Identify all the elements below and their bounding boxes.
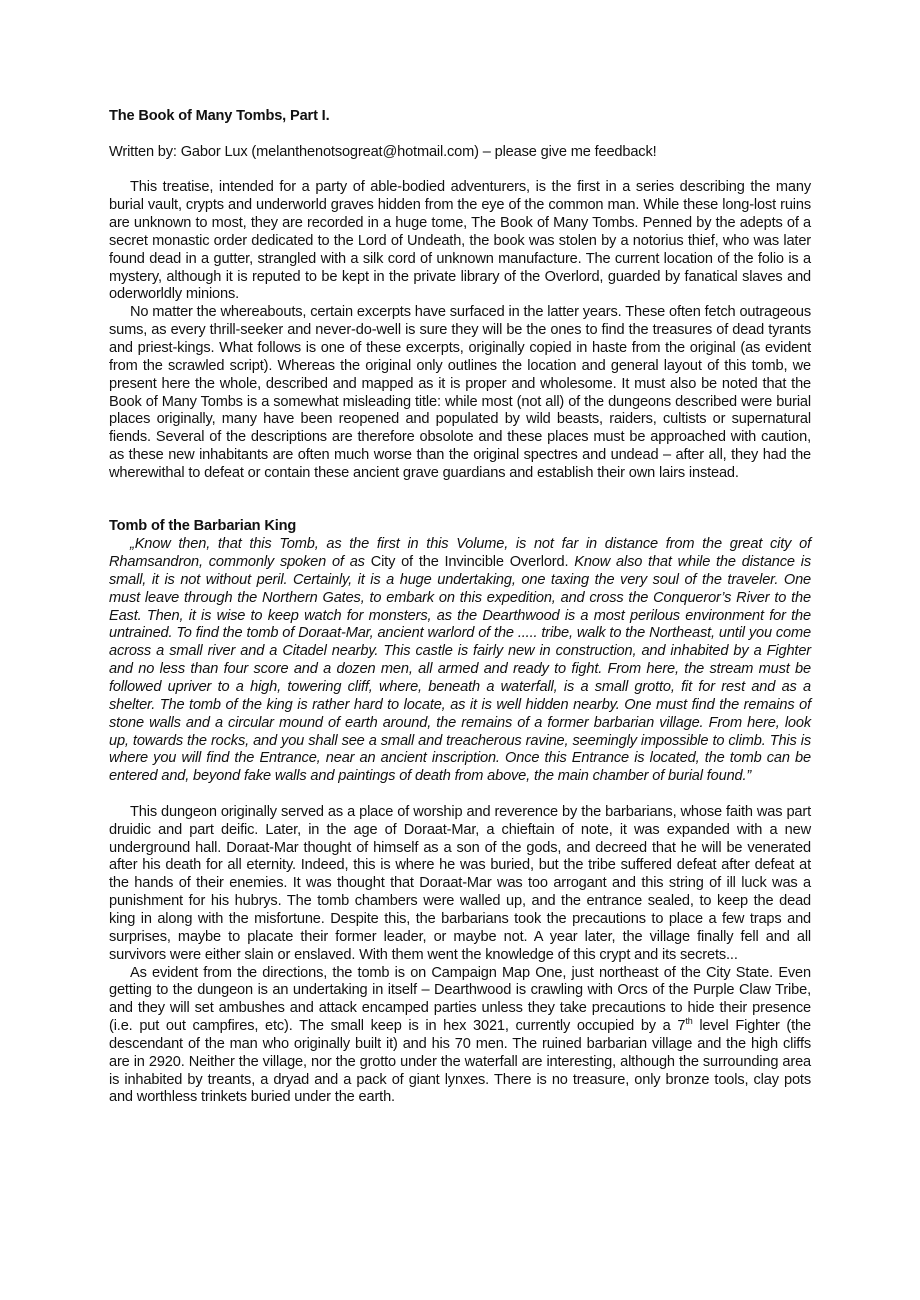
section-heading: Tomb of the Barbarian King: [109, 518, 297, 535]
document-page: [109, 108, 811, 1107]
history-paragraph: This dungeon originally served as a place of worship and reverence by the barbarians, whose faith was part druidic and part deific. Later, in the age of Doraat-Mar, a chieftain of note, it was expanded with a new underground hall. Doraat-Mar thought of himself as a son of the gods, and decreed that he will be venerated after his death for all eternity. Indeed, this is where he was buried, but the tribe suffered defeat after defeat at the hands of their enemies. It was thought that Doraat-Mar was too arrogant and this string of ill luck was a punishment for his hubrys. The tomb chambers were walled up, and the entrance sealed, to keep the dead king in along with the misfortune. Despite this, the barbarians took the precautions to place a few traps and surprises, maybe to placate their former leader, or maybe not. A year later, the village finally fell and all survivors were either slain or enslaved. With them went the knowledge of this crypt and its secrets...: [109, 803, 811, 963]
location-text: level Fighter (the descendant of the man who originally built it) and his 70 men. The ruined barbarian village and the high cliffs are in 2920. Neither the village, nor the grotto under the waterfall are interesting, although the surrounding area is inhabited by treants, a dryad and a pack of giant lynxes. There is no treasure, only bronze tools, clay pots and worthless trinkets buried under the earth.: [109, 1018, 811, 1106]
quote-text: „Know then, that this Tomb, as the first in this Volume, is not far in distance from the great city of Rhamsandron, commonly spoken of as: [109, 536, 811, 571]
document-title: The Book of Many Tombs, Part I.: [109, 108, 330, 124]
ordinal-suffix: th: [685, 1016, 693, 1027]
spacer: [109, 483, 811, 519]
quote-city-name: City of the Invincible Overlord.: [364, 554, 575, 571]
quote-text: Know also that while the distance is small, it is not without peril. Certainly, it is a huge undertaking, one taxing the very soul of the traveler. One must leave through the Northern Gates, to embark on this expedition, and cross the Conqueror’s River to the East. Then, it is wise to keep watch for monsters, as the Dearthwood is a most perilous environment for the untrained. To find the tomb of Doraat-Mar, ancient warlord of the ..... tribe, walk to the Northeast, until you come across a small river and a Citadel nearby. This castle is fairly new in construction, and inhabited by a Fighter and no less than four score and a dozen men, all armed and ready to fight. From here, the stream must be followed upriver to a high, towering cliff, where, beneath a waterfall, is a small grotto, fit for rest and as a shelter. The tomb of the king is rather hard to locate, as it is well hidden nearby. One must find the remains of stone walls and a circular mound of earth around, the remains of a former barbarian village. From here, look up, towards the rocks, and you shall see a small and treacherous ravine, seemingly impossible to climb. This is where you will find the Entrance, near an ancient inscription. Once this Entrance is located, the tomb can be entered and, beyond fake walls and paintings of death from above, the main chamber of burial found.”: [109, 554, 811, 785]
location-text: As evident from the directions, the tomb is on Campaign Map One, just northeast of the City State. Even getting to the dungeon is an undertaking in itself – Dearthwood is crawling with Orcs of the Purple Claw Tribe, and they will set ambushes and attack encamped parties unless they take precautions to hide their presence (i.e. put out campfires, etc). The small keep is in hex 3021, currently occupied by a 7: [109, 964, 811, 1035]
spacer: [109, 786, 811, 804]
spacer: [109, 162, 811, 180]
location-paragraph: [109, 965, 811, 1108]
tomb-excerpt-quote: [109, 536, 811, 786]
intro-paragraph: No matter the whereabouts, certain excerpts have surfaced in the latter years. These often fetch outrageous sums, as every thrill-seeker and never-do-well is sure they will be the ones to find the treasures of dead tyrants and priest-kings. What follows is one of these excerpts, originally copied in haste from the original (as evident from the scrawled script). Whereas the original only outlines the location and general layout of this tomb, we present here the whole, described and mapped as it is proper and wholesome. It must also be noted that the Book of Many Tombs is a somewhat misleading title: while most (not all) of the dungeons described were burial places originally, many have been reopened and populated by wild beasts, raiders, cultists or supernatural fiends. Several of the descriptions are therefore obsolote and these places must be approached with caution, as these new inhabitants are often much worse than the original spectres and undead – after all, they had the wherewithal to defeat or contain these ancient grave guardians and establish their own lairs instead.: [109, 304, 811, 481]
intro-paragraph: This treatise, intended for a party of able-bodied adventurers, is the first in a series describing the many burial vault, crypts and underworld graves hidden from the eye of the common man. While these long-lost ruins are unknown to most, they are recorded in a huge tome, The Book of Many Tombs. Penned by the adepts of a secret monastic order dedicated to the Lord of Undeath, the book was stolen by a notorius thief, who was later found dead in a gutter, strangled with a silk cord of unknown manufacture. The current location of the folio is a mystery, although it is reputed to be kept in the private library of the Overlord, guarded by fanatical slaves and oderworldly minions.: [109, 179, 811, 303]
author-byline: Written by: Gabor Lux (melanthenotsogreat@hotmail.com) – please give me feedback!: [109, 143, 657, 160]
